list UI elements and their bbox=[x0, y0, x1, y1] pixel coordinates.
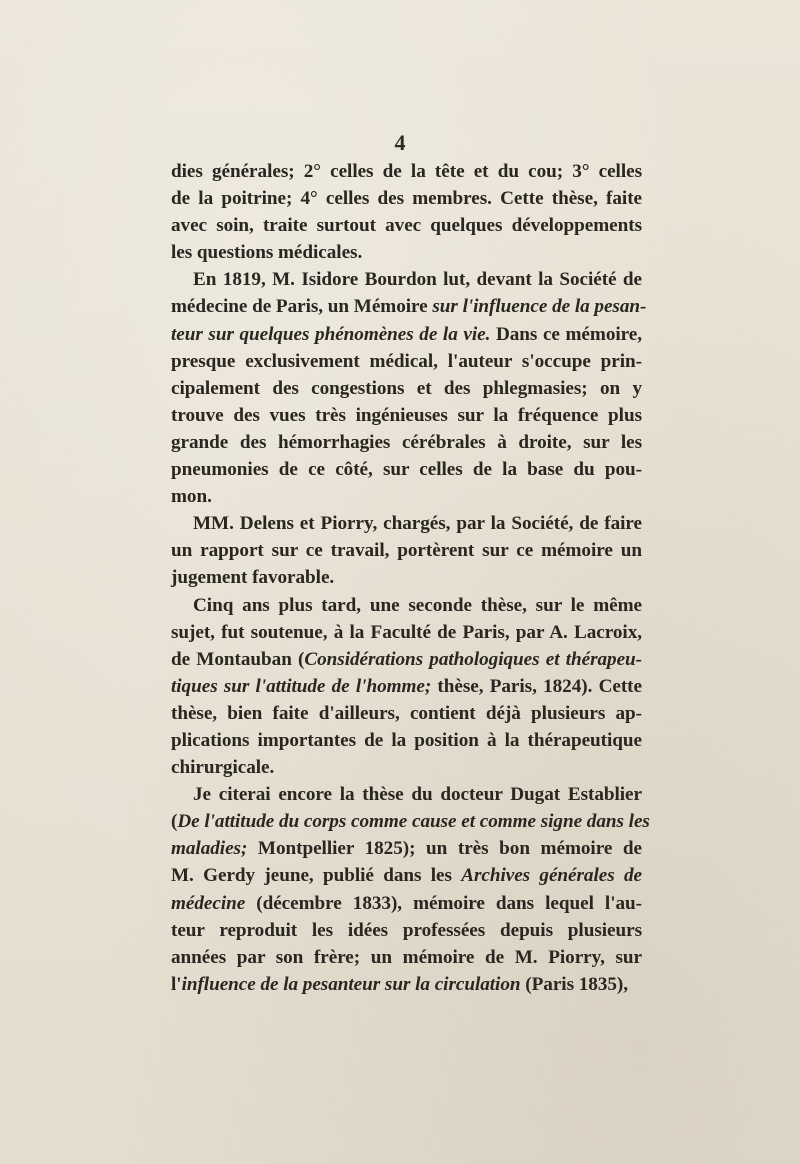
text-line bbox=[171, 321, 642, 348]
text-line bbox=[171, 917, 642, 944]
text-line bbox=[171, 808, 650, 835]
text-line bbox=[171, 429, 642, 456]
text-line bbox=[171, 700, 642, 727]
text-run: teur reproduit les idées professées depuis plusieurs bbox=[171, 919, 642, 941]
text-run: MM. Delens et Piorry, chargés, par la Société, de faire bbox=[193, 513, 642, 535]
text-run: sujet, fut soutenue, à la Faculté de Paris, par A. Lacroix, bbox=[171, 621, 642, 643]
italic-text: influence de la pesanteur sur la circulation bbox=[181, 973, 521, 995]
italic-text: médecine bbox=[171, 892, 246, 914]
text-run: Cinq ans plus tard, une seconde thèse, sur le même bbox=[193, 594, 642, 616]
paragraph bbox=[171, 158, 642, 266]
text-run: Montpellier 1825); un très bon mémoire de bbox=[247, 838, 642, 860]
text-run: plications importantes de la position à la thérapeutique bbox=[171, 729, 642, 751]
text-line bbox=[171, 564, 642, 591]
paragraph bbox=[171, 510, 642, 591]
paragraph bbox=[171, 592, 642, 782]
text-line bbox=[171, 835, 642, 862]
text-line bbox=[171, 673, 642, 700]
text-line bbox=[171, 781, 642, 808]
text-line bbox=[171, 483, 642, 510]
text-run: thèse, Paris, 1824). Cette bbox=[431, 675, 642, 697]
italic-text: De l'attitude du corps comme cause et comme signe dans les bbox=[177, 811, 650, 833]
text-run: jugement favorable. bbox=[171, 567, 335, 589]
paragraph bbox=[171, 266, 647, 510]
body-text bbox=[171, 158, 650, 998]
italic-text: maladies; bbox=[171, 838, 248, 860]
text-run: ( bbox=[171, 811, 178, 833]
text-run: un rapport sur ce travail, portèrent sur ce mémoire un bbox=[171, 540, 642, 562]
text-line bbox=[171, 456, 642, 483]
text-line bbox=[171, 185, 642, 212]
text-run: (Paris 1835), bbox=[520, 973, 628, 995]
text-line bbox=[171, 754, 642, 781]
text-run: dies générales; 2° celles de la tête et du cou; 3° celles bbox=[171, 161, 642, 182]
text-line bbox=[171, 212, 642, 239]
text-run: de Montauban ( bbox=[171, 648, 305, 670]
text-line bbox=[171, 537, 642, 564]
text-run: Je citerai encore la thèse du docteur Dugat Establier bbox=[193, 784, 642, 806]
text-line bbox=[171, 510, 642, 537]
text-line bbox=[171, 944, 642, 971]
text-run: années par son frère; un mémoire de M. Piorry, sur bbox=[171, 946, 642, 968]
text-run: l' bbox=[171, 973, 182, 995]
text-run: presque exclusivement médical, l'auteur s'occupe prin- bbox=[171, 350, 642, 372]
text-line bbox=[171, 375, 642, 402]
text-run: M. Gerdy jeune, publié dans les bbox=[171, 865, 462, 887]
text-run: cipalement des congestions et des phlegmasies; on y bbox=[171, 377, 642, 399]
text-run: trouve des vues très ingénieuses sur la fréquence plus bbox=[171, 404, 642, 426]
text-run: En 1819, M. Isidore Bourdon lut, devant la Société de bbox=[193, 269, 642, 291]
text-run: de la poitrine; 4° celles des membres. Cette thèse, faite bbox=[171, 188, 642, 210]
text-run: grande des hémorrhagies cérébrales à droite, sur les bbox=[171, 431, 642, 453]
text-line bbox=[171, 890, 642, 917]
text-line bbox=[171, 239, 642, 266]
text-run: les questions médicales. bbox=[171, 242, 363, 264]
italic-text: Archives générales de bbox=[461, 865, 642, 887]
text-line bbox=[171, 348, 642, 375]
text-line bbox=[171, 592, 642, 619]
text-run: thèse, bien faite d'ailleurs, contient déjà plusieurs ap- bbox=[171, 702, 642, 724]
text-line bbox=[171, 293, 647, 320]
text-run: mon. bbox=[171, 486, 212, 508]
text-run: médecine de Paris, un Mémoire bbox=[171, 296, 433, 318]
text-line bbox=[171, 158, 642, 185]
text-line bbox=[171, 266, 642, 293]
text-line bbox=[171, 619, 642, 646]
italic-text: Considérations pathologiques et thérapeu- bbox=[304, 648, 643, 670]
paragraph bbox=[171, 781, 650, 998]
italic-text: sur l'influence de la pesan- bbox=[432, 296, 647, 318]
text-line bbox=[171, 646, 642, 673]
page-number: 4 bbox=[394, 130, 406, 155]
italic-text: tiques sur l'attitude de l'homme; bbox=[171, 675, 432, 697]
text-run: avec soin, traite surtout avec quelques développements bbox=[171, 215, 642, 237]
text-line bbox=[171, 727, 642, 754]
text-run: Dans ce mémoire, bbox=[490, 323, 642, 345]
text-line bbox=[171, 971, 642, 998]
text-line bbox=[171, 402, 642, 429]
text-run: chirurgicale. bbox=[171, 757, 275, 779]
text-run: pneumonies de ce côté, sur celles de la base du pou- bbox=[171, 459, 642, 481]
text-line bbox=[171, 862, 642, 889]
text-run: (décembre 1833), mémoire dans lequel l'au- bbox=[245, 892, 642, 914]
italic-text: teur sur quelques phénomènes de la vie. bbox=[171, 323, 491, 345]
